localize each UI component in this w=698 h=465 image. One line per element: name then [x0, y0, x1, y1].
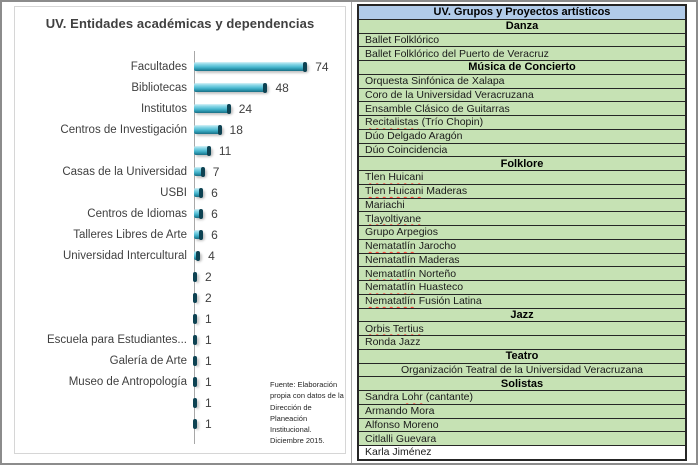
value-label: 48: [275, 80, 289, 95]
row-label: Karla Jiménez: [365, 446, 432, 459]
row-label: Sandra Lohr (cantante): [365, 391, 473, 404]
table-row: [359, 129, 685, 143]
value-label: 11: [218, 143, 232, 158]
bar: [194, 419, 197, 428]
category-label: Centros de Idiomas: [87, 207, 187, 220]
row-label: Recitalistas (Trío Chopin): [365, 116, 484, 129]
chart-row: [15, 245, 345, 266]
bar-zone: [194, 60, 329, 74]
row-label: Nematatlín Maderas: [365, 253, 460, 266]
bar: [194, 230, 203, 239]
table-row: [359, 184, 685, 198]
bar-zone: [194, 417, 212, 431]
table-row: [359, 445, 685, 459]
table-row: [359, 431, 685, 445]
value-label: 1: [205, 353, 212, 368]
row-label: Ensamble Clásico de Guitarras: [365, 102, 510, 115]
value-label: 1: [205, 395, 212, 410]
row-label: Organización Teatral de la Universidad Veracruzana: [400, 363, 644, 376]
bar-zone: [194, 144, 231, 158]
bar: [194, 146, 211, 155]
table-title-row: [359, 6, 685, 19]
category-label: Centros de Investigación: [60, 123, 187, 136]
table-row: [359, 74, 685, 88]
row-label: Tlen Huicani Maderas: [365, 185, 468, 198]
table-row: [359, 46, 685, 60]
row-label: Ronda Jazz: [365, 336, 421, 349]
groups-table: [357, 4, 687, 461]
value-label: 6: [211, 185, 218, 200]
bar: [194, 209, 203, 218]
value-label: 2: [205, 290, 212, 305]
table-row: [359, 239, 685, 253]
table-row: [359, 115, 685, 129]
bar: [194, 356, 197, 365]
bar-zone: [194, 228, 218, 242]
row-label: Nematatlín Huasteco: [365, 281, 464, 294]
bar-zone: [194, 375, 212, 389]
row-label: Alfonso Moreno: [365, 418, 439, 431]
table-row: [359, 101, 685, 115]
chart-row: [15, 56, 345, 77]
table-row: [359, 418, 685, 432]
chart-row: [15, 224, 345, 245]
category-label: Institutos: [140, 102, 187, 115]
bar-zone: [194, 165, 219, 179]
bar-zone: [194, 312, 212, 326]
bar-zone: [194, 354, 212, 368]
bar: [194, 167, 205, 176]
bar-zone: [194, 102, 252, 116]
bar: [194, 335, 197, 344]
chart-row: [15, 182, 345, 203]
category-label: USBI: [160, 186, 187, 199]
table-panel: [352, 2, 698, 463]
chart-row: [15, 308, 345, 329]
bar: [194, 251, 200, 260]
table-row: [359, 294, 685, 308]
table-row: [359, 211, 685, 225]
section-header-row: [359, 60, 685, 74]
section-header-row: [359, 376, 685, 390]
value-label: 7: [212, 164, 220, 179]
bar: [194, 104, 231, 113]
row-label: Jazz: [510, 308, 534, 321]
section-header-row: [359, 349, 685, 363]
row-label: UV. Grupos y Proyectos artísticos: [433, 6, 611, 19]
section-header-row: [359, 19, 685, 33]
table-row: [359, 363, 685, 377]
row-label: Nematatlín Jarocho: [365, 240, 457, 253]
row-label: Nematatlín Norteño: [365, 267, 457, 280]
category-label: Universidad Intercultural: [62, 249, 187, 262]
bar-zone: [194, 291, 212, 305]
table-row: [359, 225, 685, 239]
source-note: Fuente: Elaboración propia con datos de la Dirección de Planeación Institucional. Diciembre 2015.: [270, 380, 344, 446]
chart-row: [15, 350, 345, 371]
table-row: [359, 321, 685, 335]
chart-row: [15, 266, 345, 287]
value-label: 1: [205, 332, 212, 347]
row-label: Tlayoltiyane: [365, 212, 422, 225]
chart-panel: [2, 2, 352, 463]
table-row: [359, 143, 685, 157]
chart-row: [15, 287, 345, 308]
table-row: [359, 404, 685, 418]
chart-row: [15, 329, 345, 350]
value-label: 18: [229, 122, 243, 137]
table-row: [359, 280, 685, 294]
row-label: Folklore: [500, 157, 544, 170]
section-header-row: [359, 156, 685, 170]
table-row: [359, 170, 685, 184]
value-label: 1: [205, 374, 212, 389]
row-label: Teatro: [505, 350, 539, 363]
row-label: Coro de la Universidad Veracruzana: [365, 88, 534, 101]
row-label: Ballet Folklórico: [365, 33, 440, 46]
category-label: Bibliotecas: [131, 81, 187, 94]
table-row: [359, 88, 685, 102]
table-row: [359, 253, 685, 267]
table-row: [359, 390, 685, 404]
chart-row: [15, 140, 345, 161]
row-label: Orquesta Sinfónica de Xalapa: [365, 75, 505, 88]
bar: [194, 314, 197, 323]
bar: [194, 125, 222, 134]
row-label: Citlalli Guevara: [365, 432, 437, 445]
chart-plot-area: [15, 56, 345, 434]
bar-zone: [194, 123, 243, 137]
chart-title: UV. Entidades académicas y dependencias: [45, 16, 315, 31]
row-label: Solistas: [500, 377, 544, 390]
row-label: Música de Concierto: [468, 61, 576, 74]
bar: [194, 398, 197, 407]
table-row: [359, 266, 685, 280]
value-label: 2: [205, 269, 212, 284]
category-label: Museo de Antropología: [68, 375, 187, 388]
bar: [194, 377, 197, 386]
value-label: 6: [211, 206, 218, 221]
bar-zone: [194, 81, 289, 95]
bar: [194, 83, 267, 92]
bar-zone: [194, 186, 218, 200]
bar: [194, 293, 197, 302]
chart-row: [15, 161, 345, 182]
chart-row: [15, 119, 345, 140]
bar: [194, 272, 197, 281]
value-label: 1: [205, 416, 212, 431]
row-label: Grupo Arpegios: [365, 226, 438, 239]
table-row: [359, 198, 685, 212]
value-label: 4: [208, 248, 215, 263]
bar-zone: [194, 270, 212, 284]
value-label: 6: [211, 227, 218, 242]
row-label: Tlen Huicani: [365, 171, 424, 184]
row-label: Armando Mora: [365, 405, 435, 418]
chart-row: [15, 77, 345, 98]
row-label: Dúo Delgado Aragón: [365, 130, 463, 143]
chart-row: [15, 203, 345, 224]
category-label: Casas de la Universidad: [62, 165, 187, 178]
row-label: Mariachi: [365, 198, 405, 211]
category-label: Talleres Libres de Arte: [73, 228, 187, 241]
value-label: 74: [315, 59, 329, 74]
bar-zone: [194, 207, 218, 221]
row-label: Danza: [505, 20, 539, 33]
row-label: Orbis Tertius: [365, 322, 424, 335]
category-label: Facultades: [130, 60, 187, 73]
bar: [194, 188, 203, 197]
row-label: Nematatlín Fusión Latina: [365, 295, 482, 308]
table-row: [359, 33, 685, 47]
category-label: Galería de Arte: [109, 354, 187, 367]
bar: [194, 62, 307, 71]
bar-zone: [194, 249, 215, 263]
chart-row: [15, 98, 345, 119]
table-row: [359, 335, 685, 349]
bar-zone: [194, 396, 212, 410]
row-label: Dúo Coincidencia: [365, 143, 448, 156]
section-header-row: [359, 308, 685, 322]
value-label: 24: [238, 101, 253, 116]
bar-chart: [14, 6, 346, 454]
bar-zone: [194, 333, 212, 347]
category-label: Escuela para Estudiantes...: [47, 333, 187, 346]
row-label: Ballet Folklórico del Puerto de Veracruz: [365, 47, 549, 60]
value-label: 1: [205, 311, 212, 326]
